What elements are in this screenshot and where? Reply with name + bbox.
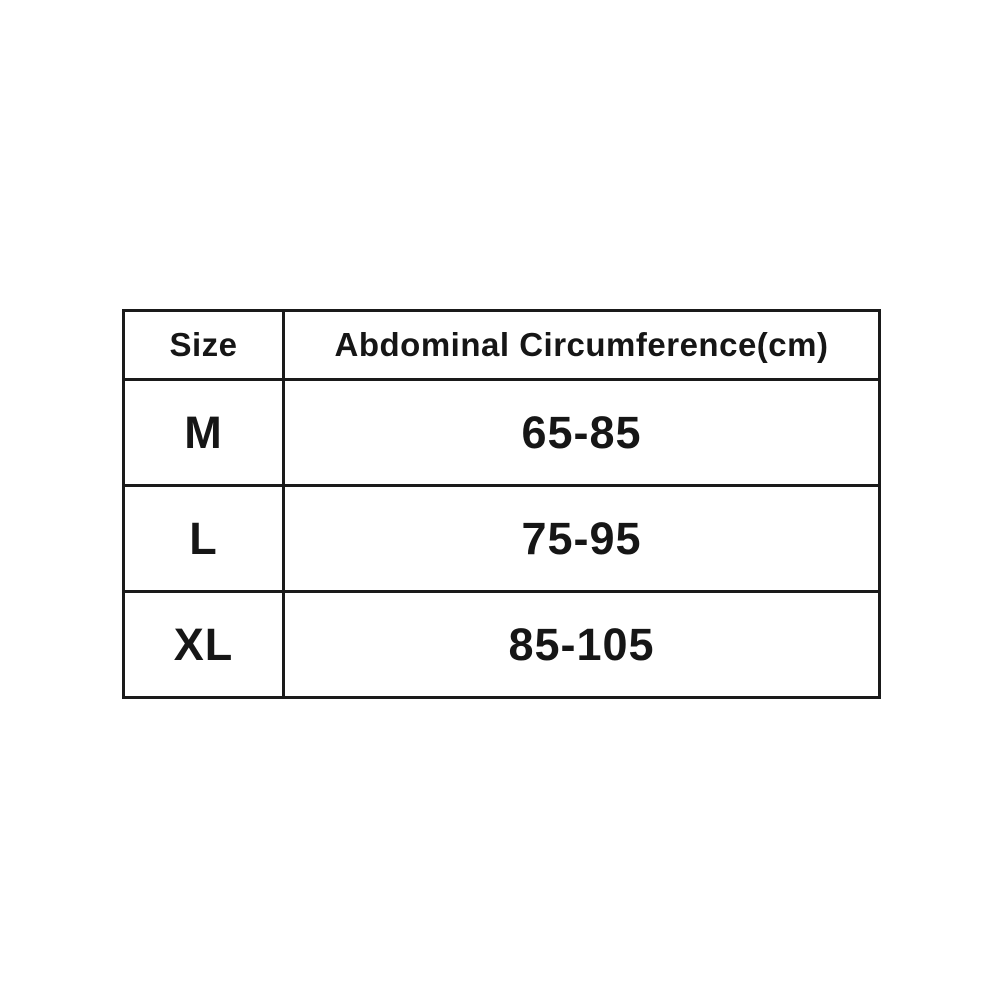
- size-cell-xl: XL: [124, 592, 284, 698]
- header-abdominal-circumference: Abdominal Circumference(cm): [284, 311, 880, 380]
- table-row: [124, 486, 880, 592]
- table-row: [124, 592, 880, 698]
- table-header-row: [124, 311, 880, 380]
- size-cell-m: M: [124, 380, 284, 486]
- size-chart-table: [122, 309, 881, 699]
- size-cell-l: L: [124, 486, 284, 592]
- table-row: [124, 380, 880, 486]
- range-cell-m: 65-85: [284, 380, 880, 486]
- range-cell-xl: 85-105: [284, 592, 880, 698]
- header-size: Size: [124, 311, 284, 380]
- range-cell-l: 75-95: [284, 486, 880, 592]
